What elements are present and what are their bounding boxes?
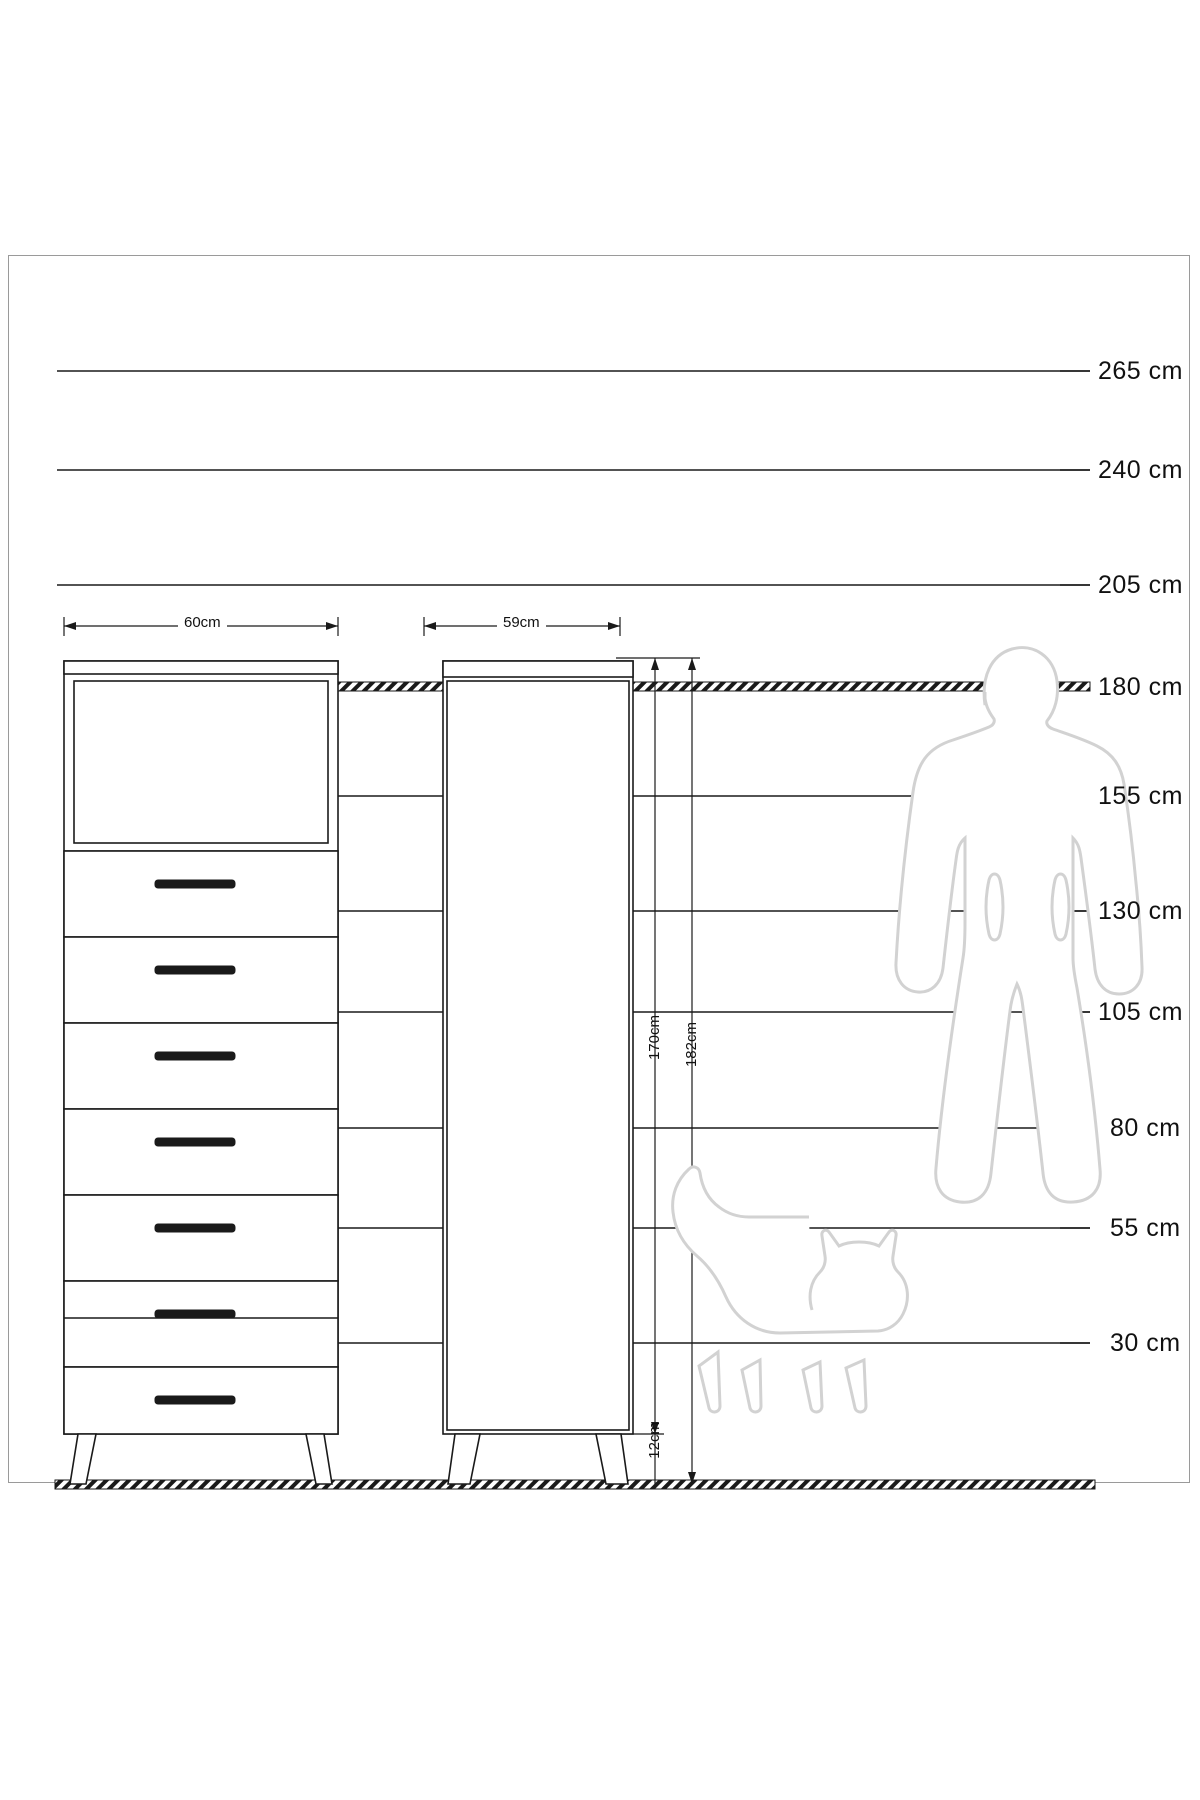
scale-label-180: 180 cm [1098, 673, 1183, 701]
tall-cabinet-legs [448, 1434, 628, 1484]
dimension-label-width-60: 60cm [178, 614, 227, 631]
dimension-label-height-182: 182cm [683, 1022, 700, 1068]
scale-label-265: 265 cm [1098, 357, 1183, 385]
dimension-label-height-170: 170cm [646, 1015, 663, 1061]
hatched-ground-line [55, 1480, 1095, 1489]
dimension-label-width-59: 59cm [497, 614, 546, 631]
scale-label-30: 30 cm [1110, 1329, 1181, 1357]
cat-silhouette [673, 1167, 908, 1412]
scale-label-130: 130 cm [1098, 897, 1183, 925]
scale-label-105: 105 cm [1098, 998, 1183, 1026]
scale-label-155: 155 cm [1098, 782, 1183, 810]
scale-label-240: 240 cm [1098, 456, 1183, 484]
chest-legs [70, 1434, 332, 1484]
scale-label-205: 205 cm [1098, 571, 1183, 599]
scale-label-80: 80 cm [1110, 1114, 1181, 1142]
scale-label-55: 55 cm [1110, 1214, 1181, 1242]
dimension-label-height-12: 12cm [646, 1422, 663, 1459]
tall-cabinet [443, 661, 633, 1434]
